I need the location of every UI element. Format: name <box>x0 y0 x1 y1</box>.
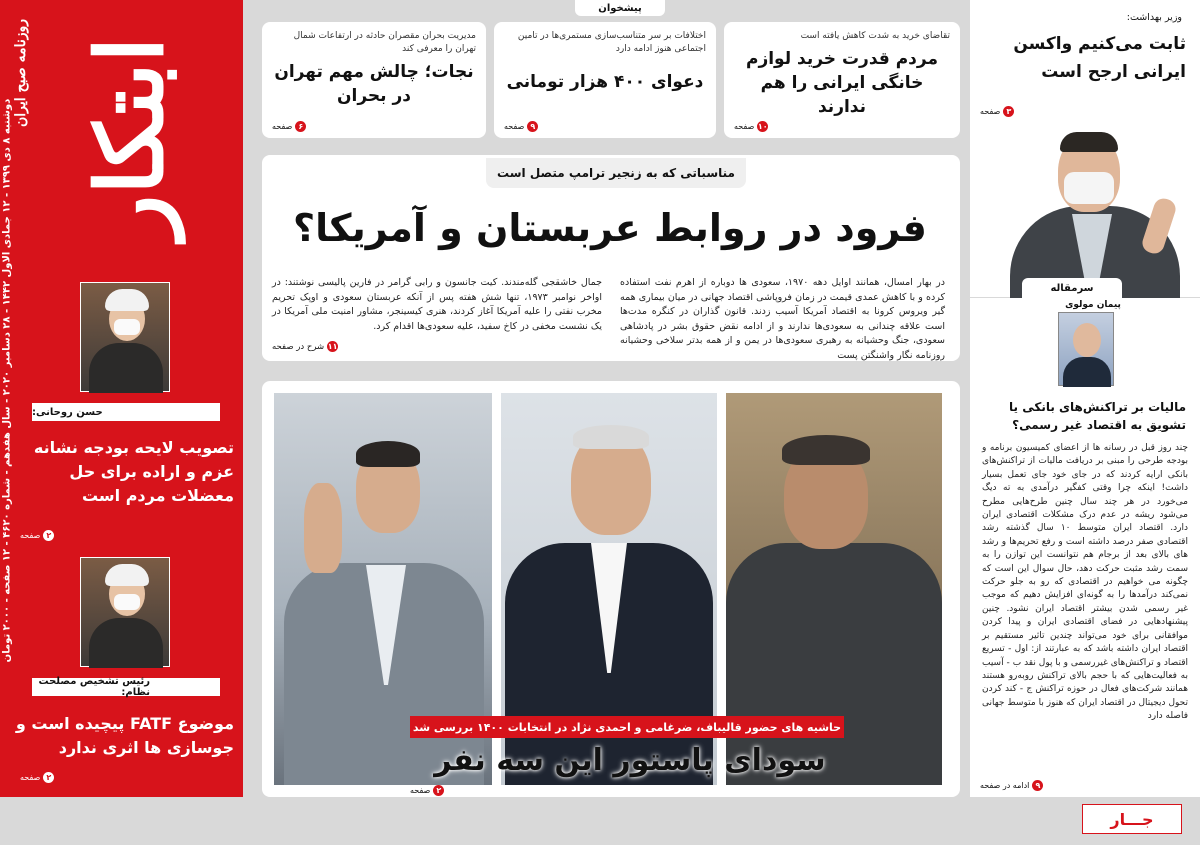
page-number-badge: ۳ <box>1003 106 1014 117</box>
page-number-badge: ۲ <box>43 772 54 783</box>
council-head-photo <box>80 557 170 667</box>
main-story-continue[interactable] <box>272 341 338 352</box>
continue-label: شرح در صفحه <box>272 341 325 352</box>
main-story-column-right: در بهار امسال، همانند اوایل دهه ۱۹۷۰، سعودی ها دوباره از اهرم نفت استفاده کرده و با کاهش عمدی قیمت در زمان فروپاشی اقتصاد جهانی در میان بیماری همه گیر ویروس کرونا به اقتصاد آمریکا آسیب زدند. قانون گذاران در کنگره مدت‌ها است علاقه چندانی به سعودی‌ها ندارند و از ادامه نقض حقوق بشر در پادشاهی سعودی، جنگ وحشیانه به رهبری سعودی‌ها در یمن و از همه بدتر سلاخی وحشیانه روزنامه نگار واشنگتن پست <box>620 277 945 361</box>
side-headline-1[interactable]: تصویب لایحه بودجه نشانه عزم و اراده برای حل معضلات مردم است <box>33 438 234 505</box>
section-tag-suggest: پیشخوان <box>575 0 665 16</box>
source-stamp: جـــار <box>1082 804 1182 834</box>
page-number-badge: ۱۰ <box>757 122 768 131</box>
masthead-column <box>0 0 243 797</box>
side-caption-1: حسن روحانی: <box>32 403 220 421</box>
photo-story-kicker: حاشیه های حضور قالیباف، ضرغامی و احمدی نژاد در انتخابات ۱۴۰۰ بررسی شد <box>410 716 844 738</box>
rouhani-photo <box>80 282 170 392</box>
side-page-ref-1[interactable] <box>20 530 54 541</box>
editorial-tag: سرمقاله <box>1022 278 1122 298</box>
newspaper-tagline: روزنامه صبح ایران <box>13 18 29 128</box>
page-label: صفحه <box>980 107 1001 116</box>
right-top-kicker: وزیر بهداشت: <box>1126 12 1182 23</box>
top-story-3[interactable] <box>262 22 486 138</box>
top-story-kicker: مدیریت بحران مقصران حادثه در ارتفاعات شمال تهران را معرفی کند <box>293 31 476 54</box>
side-headline-2[interactable]: موضوع FATF پیچیده است و جوسازی ها اثری ندارد <box>15 714 234 757</box>
main-story-kicker: مناسباتی که به زنجیر ترامپ متصل است <box>486 158 746 188</box>
top-story-headline: دعوای ۴۰۰ هزار تومانی <box>506 72 704 92</box>
editorial-author: پیمان مولوی <box>1065 300 1121 310</box>
photo-story-page-ref[interactable] <box>410 785 444 796</box>
top-story-page-ref <box>272 121 306 132</box>
top-story-page-ref <box>504 121 538 132</box>
page-number-badge: ۹ <box>1032 780 1043 791</box>
page-number-badge: ۲ <box>433 785 444 796</box>
main-story-column-left: جمال خاشقجی گله‌مندند. کیت جانسون و رابی گرامر در فارین پالیسی نوشتند: در اواخر نوامبر ۱۹۷۳، تنها شش هفته پس از آنکه عربستان سعودی و اوپک تحریم مخرب نفتی را علیه آمریکا آغاز کردند، هنری کیسینجر، مشاور امنیت ملی آمریکا در یک نشست مخفی در کاخ سفید، علیه سعودی‌ها اقدام کرد. <box>272 277 602 332</box>
photo-story-headline[interactable]: سودای پاستور این سه نفر <box>434 743 826 778</box>
page-label: صفحه <box>410 786 431 795</box>
health-minister-photo <box>1000 128 1180 298</box>
page-label: صفحه <box>272 122 293 131</box>
page-number-badge: ۱۱ <box>327 342 338 351</box>
top-story-kicker: اختلافات بر سر متناسب‌سازی مستمری‌ها در تامین اجتماعی هنوز ادامه دارد <box>517 31 706 54</box>
dateline: دوشنبه ۸ دی ۱۳۹۹ - ۱۲ جمادی الاول ۱۴۴۲ - ۲۸ دسامبر ۲۰۲۰ - سال هفدهم - شماره ۴۶۲۰ - ۱۲ صفحه - ۲۰۰۰ تومان <box>1 98 13 662</box>
side-caption-2: رئیس تشخیص مصلحت نظام: <box>32 678 220 696</box>
author-photo <box>1058 312 1114 386</box>
page-label: صفحه <box>504 122 525 131</box>
page-label: صفحه <box>734 122 755 131</box>
newspaper-logo: ابتکار <box>76 36 185 240</box>
page-number-badge: ۶ <box>295 121 306 132</box>
right-top-page-ref <box>980 106 1014 117</box>
right-top-headline: ثابت می‌کنیم واکسن ایرانی ارجح است <box>1013 34 1186 82</box>
side-page-ref-2[interactable] <box>20 772 54 783</box>
top-story-headline: مردم قدرت خرید لوازم خانگی ایرانی را هم ندارند <box>745 49 938 117</box>
top-story-page-ref <box>734 121 768 132</box>
editorial-continue[interactable] <box>980 780 1043 791</box>
editorial-body: چند روز قبل در رسانه ها از اعضای کمیسیون برنامه و بودجه طرحی را مبنی بر دریافت مالیات از تراکنش‌های بانکی ارایه کردند که در جای خود جای تعمل بسیار داشت! اینکه چرا وقتی کفگیر درآمدی به ته دیگ می‌خورد در هر چند سال چنین طرح‌هایی مطرح می‌شود ریشه در عدم درک مشکلات اقتصادی ایران دارد. اقتصاد ایران متوسط ۱۰ سال گذشته رشد اقتصادی صفر درصد داشته است و رفع تحریم‌ها و رشد های بالای بعد از برجام هم نتوانست این توازن را به سمت رشد مثبت حرکت دهد، حال سوال این است که چگونه می خواهیم در اقتصادی که رو به جلو حرکت نمی‌کند درآمدها را به گونه‌ای افزایش دهیم که موجب غیر رسمی شدن بیشتر اقتصاد ایران نشود. چنین پیشنهادهایی در فضای اقتصادی ایران و پیدا کردن موافقانی برای خود می‌تواند چندین تاثیر مستقیم بر اقتصاد ایران داشته باشد که به عبارتند از: اول - تسریع اقتصاد و تراکنش‌های غیررسمی و با پول نقد ب - آسیب به فعالیت‌هایی که با حجم بالای تراکنش روبه‌رو هستند همانند شرکت‌های فعال در حوزه تراکنش ج - کند کردن تحول دیجیتال در اقتصاد ایران که هنوز با متوسط جهانی فاصله دارد <box>982 443 1189 722</box>
main-story-headline[interactable]: فرود در روابط عربستان و آمریکا؟ <box>293 206 927 250</box>
top-story-headline: نجات؛ چالش مهم تهران در بحران <box>274 62 474 106</box>
top-story-1[interactable] <box>724 22 960 138</box>
top-story-2[interactable] <box>494 22 716 138</box>
page-label: صفحه <box>20 773 41 782</box>
page-label: صفحه <box>20 531 41 540</box>
editorial-headline: مالیات بر تراکنش‌های بانکی یا تشویق به اقتصاد غیر رسمی؟ <box>1009 400 1186 432</box>
continue-label: ادامه در صفحه <box>980 781 1030 790</box>
page-number-badge: ۹ <box>527 121 538 132</box>
top-story-kicker: تقاضای خرید به شدت کاهش یافته است <box>800 31 950 41</box>
page-number-badge: ۲ <box>43 530 54 541</box>
